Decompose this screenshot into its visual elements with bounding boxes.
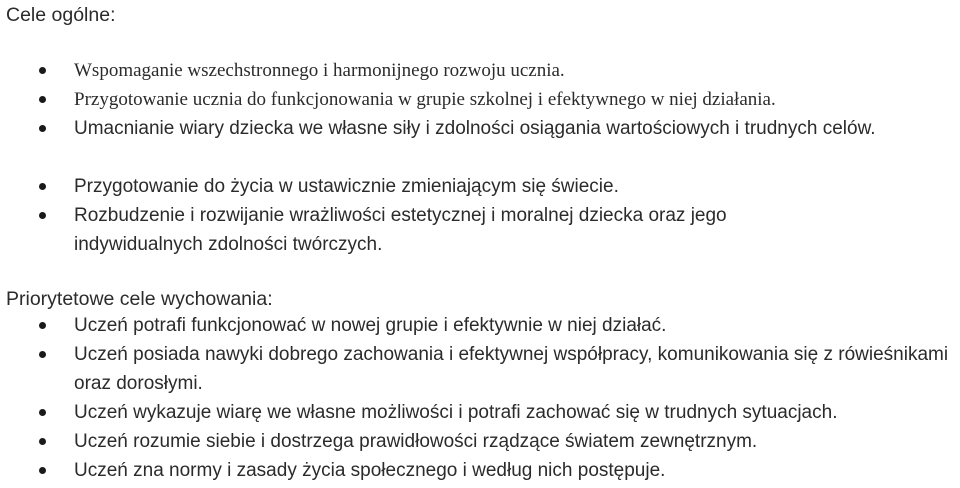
bullet-icon [39, 438, 46, 445]
bullet-icon [39, 96, 46, 103]
list-item-text: Rozbudzenie i rozwijanie wrażliwości estetycznej i moralnej dziecka oraz jego indywidualnych zdolności twórczych. [74, 205, 727, 255]
bullet-icon [39, 67, 46, 74]
list-item-text: Umacnianie wiary dziecka we własne siły i zdolności osiągania wartościowych i trudnych celów. [74, 118, 876, 139]
bullet-icon [39, 467, 46, 474]
list-item-text: Uczeń wykazuje wiarę we własne możliwości i potrafi zachować się w trudnych sytuacjach. [74, 402, 838, 423]
list-item [74, 427, 954, 456]
list-item-text: Wspomaganie wszechstronnego i harmonijnego rozwoju ucznia. [74, 60, 565, 81]
list-item-text: Uczeń potrafi funkcjonować w nowej grupie i efektywnie w niej działać. [74, 315, 667, 336]
bullet-icon [39, 409, 46, 416]
bullet-icon [39, 322, 46, 329]
bullet-icon [39, 351, 46, 358]
bullet-icon [39, 212, 46, 219]
list-item [74, 311, 954, 340]
educational-priorities-heading: Priorytetowe cele wychowania: [6, 288, 273, 310]
list-item [74, 85, 954, 114]
list-item-text: Uczeń zna normy i zasady życia społecznego i według nich postępuje. [74, 460, 666, 481]
list-item [74, 56, 954, 85]
list-item [74, 456, 954, 485]
list-item [74, 114, 946, 143]
list-item [74, 201, 844, 259]
list-item-text: Przygotowanie do życia w ustawicznie zmieniającym się świecie. [74, 176, 619, 197]
bullet-icon [39, 183, 46, 190]
list-item [74, 340, 958, 398]
general-goals-heading: Cele ogólne: [6, 4, 116, 26]
list-item-text: Przygotowanie ucznia do funkcjonowania w grupie szkolnej i efektywnego w niej działania. [74, 89, 776, 110]
list-item [74, 398, 954, 427]
bullet-icon [39, 125, 46, 132]
list-item-text: Uczeń rozumie siebie i dostrzega prawidłowości rządzące światem zewnętrznym. [74, 431, 758, 452]
list-item-text: Uczeń posiada nawyki dobrego zachowania i efektywnej współpracy, komunikowania się z rówieśnikami oraz dorosłymi. [74, 344, 949, 394]
list-item [74, 172, 954, 201]
